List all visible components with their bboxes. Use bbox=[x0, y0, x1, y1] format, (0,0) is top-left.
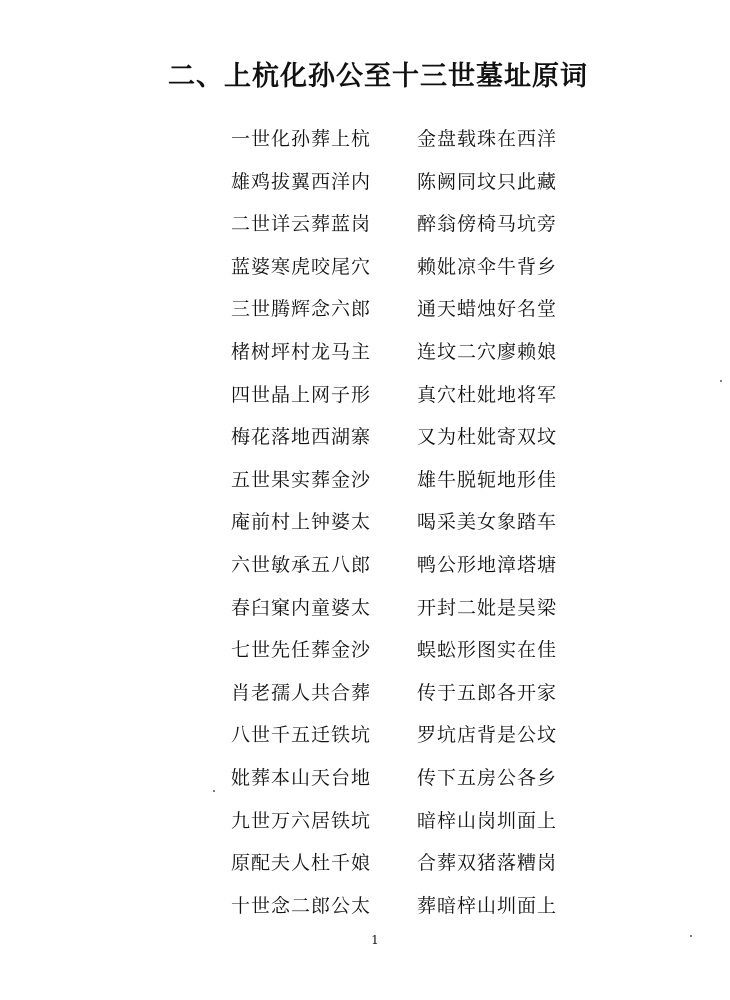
poem-line-left: 三世腾辉念六郎 bbox=[231, 298, 372, 321]
page-title: 二、上杭化孙公至十三世墓址原词 bbox=[168, 61, 588, 92]
poem-line-left: 原配夫人杜千娘 bbox=[231, 852, 372, 875]
poem-line-right: 赖妣凉伞牛背乡 bbox=[417, 255, 558, 278]
poem-line-right: 葬暗梓山圳面上 bbox=[417, 894, 558, 917]
poem-line-right: 金盘载珠在西洋 bbox=[417, 128, 558, 150]
poem-line-left: 八世千五迁铁坑 bbox=[231, 724, 372, 747]
poem-line-right: 雄牛脱轭地形佳 bbox=[417, 468, 558, 491]
poem-line-left: 一世化孙葬上杭 bbox=[231, 128, 372, 150]
poem-line bbox=[0, 720, 730, 763]
poem-line bbox=[0, 252, 730, 295]
poem-line-right: 陈阙同坟只此藏 bbox=[417, 170, 558, 193]
poem-line bbox=[0, 507, 730, 550]
poem-line bbox=[0, 550, 730, 593]
poem-line-left: 九世万六居铁坑 bbox=[231, 809, 372, 832]
poem-line-right: 合葬双猪落糟岗 bbox=[417, 852, 558, 875]
poem-line-right: 暗梓山岗圳面上 bbox=[417, 809, 558, 832]
poem-line bbox=[0, 635, 730, 678]
poem-line bbox=[0, 891, 730, 934]
poem-line-right: 传下五房公各乡 bbox=[417, 766, 558, 789]
poem-line bbox=[0, 593, 730, 636]
poem-line-right: 醉翁傍椅马坑旁 bbox=[417, 213, 558, 236]
poem-line-left: 十世念二郎公太 bbox=[231, 894, 372, 917]
poem-line bbox=[0, 422, 730, 465]
poem-body bbox=[0, 124, 730, 933]
poem-line-right: 通天蜡烛好名堂 bbox=[417, 298, 558, 321]
scan-speck bbox=[690, 935, 692, 937]
poem-line bbox=[0, 209, 730, 252]
poem-line-left: 七世先任葬金沙 bbox=[231, 639, 372, 662]
poem-line-left: 春臼窠内童婆太 bbox=[231, 596, 372, 619]
poem-line-left: 四世晶上网子形 bbox=[231, 383, 372, 406]
poem-line bbox=[0, 167, 730, 210]
poem-line-left: 六世敏承五八郎 bbox=[231, 553, 372, 576]
poem-line bbox=[0, 380, 730, 423]
poem-line-left: 五世果实葬金沙 bbox=[231, 468, 372, 491]
poem-line bbox=[0, 465, 730, 508]
poem-line bbox=[0, 806, 730, 849]
scan-speck bbox=[213, 790, 215, 792]
poem-line-right: 鸭公形地漳塔塘 bbox=[417, 553, 558, 576]
poem-line bbox=[0, 848, 730, 891]
poem-line-left: 梅花落地西湖寨 bbox=[231, 426, 372, 449]
poem-line-left: 雄鸡拔翼西洋内 bbox=[231, 170, 372, 193]
poem-line-right: 开封二妣是吴梁 bbox=[417, 596, 558, 619]
poem-line-left: 庵前村上钟婆太 bbox=[231, 511, 372, 534]
poem-line-left: 肖老孺人共合葬 bbox=[231, 681, 372, 704]
poem-line bbox=[0, 294, 730, 337]
poem-line-right: 传于五郎各开家 bbox=[417, 681, 558, 704]
poem-line-right: 罗坑店背是公坟 bbox=[417, 724, 558, 747]
poem-line-left: 二世详云葬蓝岗 bbox=[231, 213, 372, 236]
poem-line-right: 喝采美女象踏车 bbox=[417, 511, 558, 534]
poem-line-left: 楮树坪村龙马主 bbox=[231, 340, 372, 363]
poem-line-right: 蜈蚣形图实在佳 bbox=[417, 639, 558, 662]
scan-speck bbox=[720, 380, 722, 382]
poem-line bbox=[0, 678, 730, 721]
poem-line-right: 又为杜妣寄双坟 bbox=[417, 426, 558, 449]
poem-line-right: 连坟二穴廖赖娘 bbox=[417, 340, 558, 363]
poem-line-left: 妣葬本山天台地 bbox=[231, 766, 372, 789]
page-number: 1 bbox=[371, 933, 379, 947]
poem-line bbox=[0, 124, 730, 167]
poem-line bbox=[0, 763, 730, 806]
poem-line-left: 蓝婆寒虎咬尾穴 bbox=[231, 255, 372, 278]
poem-line-right: 真穴杜妣地将军 bbox=[417, 383, 558, 406]
poem-line bbox=[0, 337, 730, 380]
